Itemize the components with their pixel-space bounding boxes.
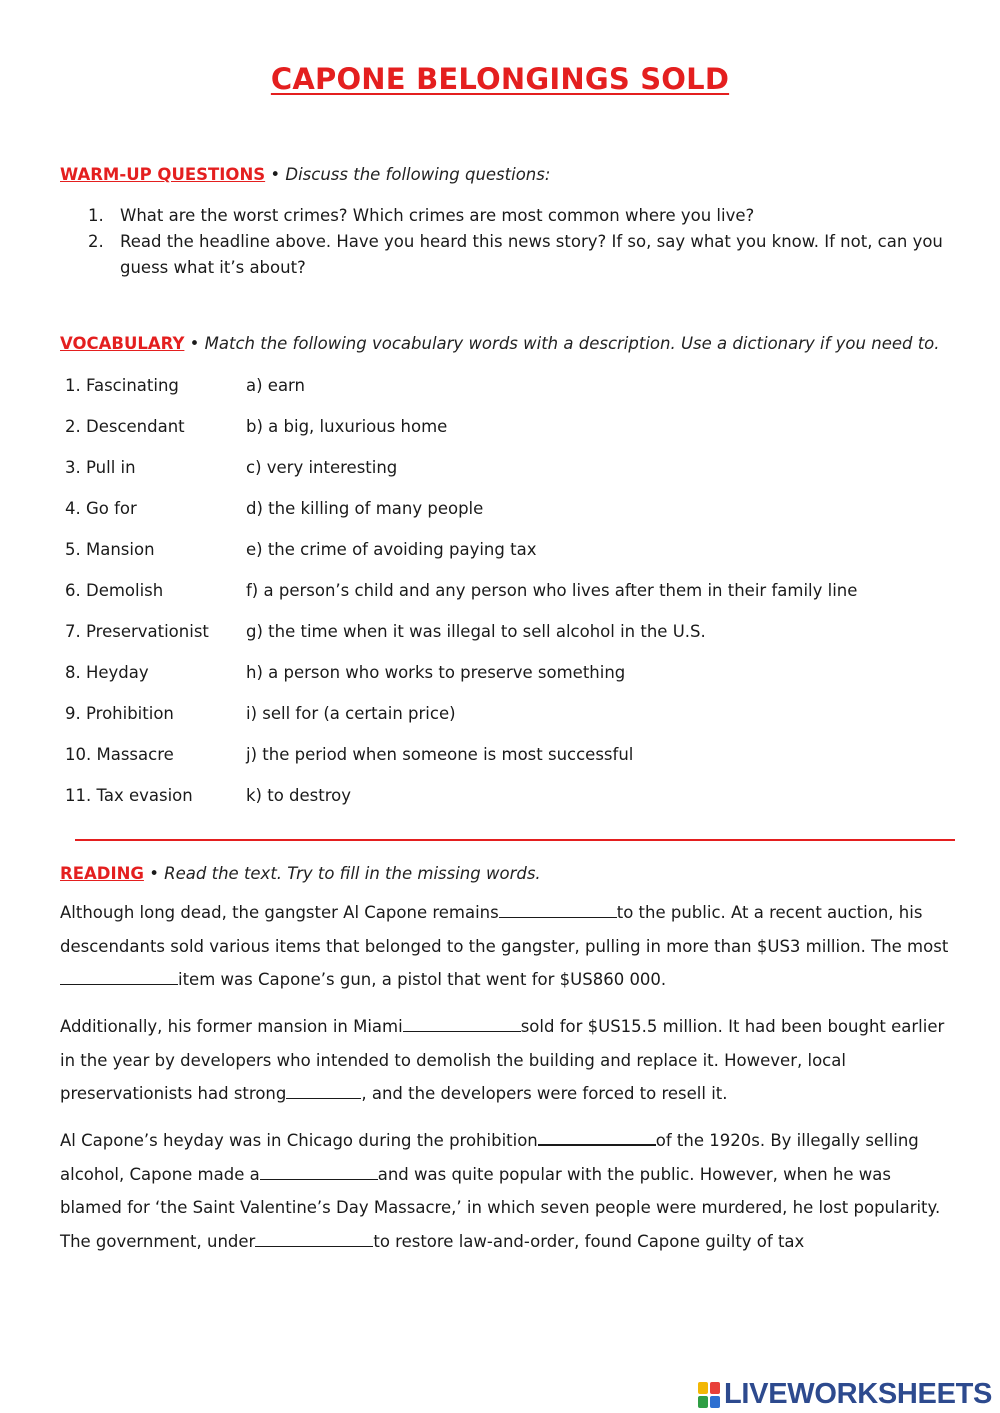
vocab-row (65, 745, 633, 764)
vocab-definition: j) the period when someone is most successful (246, 745, 634, 764)
vocab-definition: d) the killing of many people (246, 499, 484, 518)
logo-text: LIVEWORKSHEETS (724, 1378, 993, 1410)
bullet-separator: • (189, 334, 205, 353)
paragraph-text: to the public. At a recent auction, his descendants sold various items that belonged to the gangster, pulling in more than $US3 million. The most (60, 903, 949, 956)
vocab-row (65, 663, 625, 682)
page-title: CAPONE BELONGINGS SOLD (270, 62, 730, 96)
paragraph-text: Additionally, his former mansion in Miami (60, 1017, 403, 1036)
answer-blank[interactable] (538, 1128, 656, 1146)
vocab-definition: g) the time when it was illegal to sell alcohol in the U.S. (246, 622, 706, 641)
logo-tile (698, 1396, 708, 1408)
answer-blank[interactable] (499, 901, 617, 918)
paragraph-text: Although long dead, the gangster Al Capone remains (60, 903, 499, 922)
vocab-row (65, 540, 536, 559)
bullet-separator: • (270, 165, 286, 184)
vocab-definition: h) a person who works to preserve something (246, 663, 626, 682)
reading-paragraph-1 (60, 896, 950, 997)
answer-blank[interactable] (260, 1163, 378, 1180)
vocab-definition: a) earn (246, 376, 306, 395)
vocab-row (65, 376, 305, 395)
vocab-word: 3. Pull in (65, 458, 136, 477)
paragraph-text: of the 1920s. By illegally selling alcohol, Capone made a (60, 1131, 919, 1184)
vocab-definition: b) a big, luxurious home (246, 417, 448, 436)
vocab-row (65, 499, 483, 518)
vocab-word: 9. Prohibition (65, 704, 174, 723)
paragraph-text: , and the developers were forced to resell it. (361, 1084, 728, 1103)
vocab-word: 4. Go for (65, 499, 137, 518)
logo-tile (710, 1396, 720, 1408)
vocab-row (65, 704, 456, 723)
reading-label: READING (60, 864, 144, 883)
answer-blank[interactable] (255, 1230, 373, 1247)
paragraph-text: sold for $US15.5 million. It had been bought earlier in the year by developers who intended to demolish the building and replace it. However, local preservationists had strong (60, 1017, 945, 1103)
paragraph-text: and was quite popular with the public. However, when he was blamed for ‘the Saint Valentine’s Day Massacre,’ in which seven people were murdered, he lost popularity. The government, under (60, 1164, 941, 1251)
vocab-definition: k) to destroy (246, 786, 352, 805)
vocab-word: 8. Heyday (65, 663, 149, 682)
vocab-word: 10. Massacre (65, 745, 174, 764)
reading-instruction: Read the text. Try to fill in the missing words. (164, 864, 541, 883)
reading-paragraph-2 (60, 1010, 950, 1111)
answer-blank[interactable] (60, 968, 178, 985)
paragraph-text: Al Capone’s heyday was in Chicago during the prohibition (60, 1131, 538, 1150)
paragraph-text: to restore law-and-order, found Capone guilty of tax (373, 1231, 805, 1251)
vocab-row (65, 786, 351, 805)
vocab-word: 11. Tax evasion (65, 786, 193, 805)
vocab-word: 7. Preservationist (65, 622, 209, 641)
vocabulary-heading (60, 334, 940, 353)
vocabulary-label: VOCABULARY (60, 334, 185, 353)
list-item (88, 203, 958, 229)
vocab-word: 5. Mansion (65, 540, 155, 559)
paragraph-text: item was Capone’s gun, a pistol that went for $US860 000. (178, 970, 667, 989)
logo-tile (710, 1382, 720, 1394)
logo-tile (698, 1382, 708, 1394)
reading-paragraph-3 (60, 1124, 950, 1258)
reading-heading (60, 864, 541, 883)
vocab-word: 1. Fascinating (65, 376, 179, 395)
liveworksheets-logo[interactable] (698, 1378, 992, 1411)
answer-blank[interactable] (403, 1015, 521, 1032)
vocab-word: 2. Descendant (65, 417, 185, 436)
logo-mark-icon (698, 1382, 720, 1408)
vocabulary-instruction: Match the following vocabulary words with a description. Use a dictionary if you need to. (204, 334, 940, 353)
question-text: Read the headline above. Have you heard this news story? If so, say what you know. If not, can you guess what it’s about? (120, 232, 943, 277)
vocab-row (65, 581, 857, 600)
bullet-separator: • (149, 864, 165, 883)
warmup-label: WARM-UP QUESTIONS (60, 165, 266, 184)
answer-blank[interactable] (286, 1082, 361, 1099)
vocab-definition: c) very interesting (246, 458, 398, 477)
list-item (88, 229, 958, 281)
section-divider (75, 839, 955, 841)
warmup-question-list (88, 203, 958, 281)
question-number: 1. (88, 206, 104, 225)
vocab-definition: i) sell for (a certain price) (246, 704, 456, 723)
question-number: 2. (88, 232, 104, 251)
warmup-instruction: Discuss the following questions: (285, 165, 551, 184)
vocab-row (65, 458, 397, 477)
vocab-definition: f) a person’s child and any person who lives after them in their family line (246, 581, 858, 600)
question-text: What are the worst crimes? Which crimes are most common where you live? (120, 206, 755, 225)
warmup-heading (60, 165, 550, 184)
vocab-definition: e) the crime of avoiding paying tax (246, 540, 537, 559)
vocab-row (65, 622, 706, 641)
vocab-word: 6. Demolish (65, 581, 164, 600)
vocab-row (65, 417, 447, 436)
